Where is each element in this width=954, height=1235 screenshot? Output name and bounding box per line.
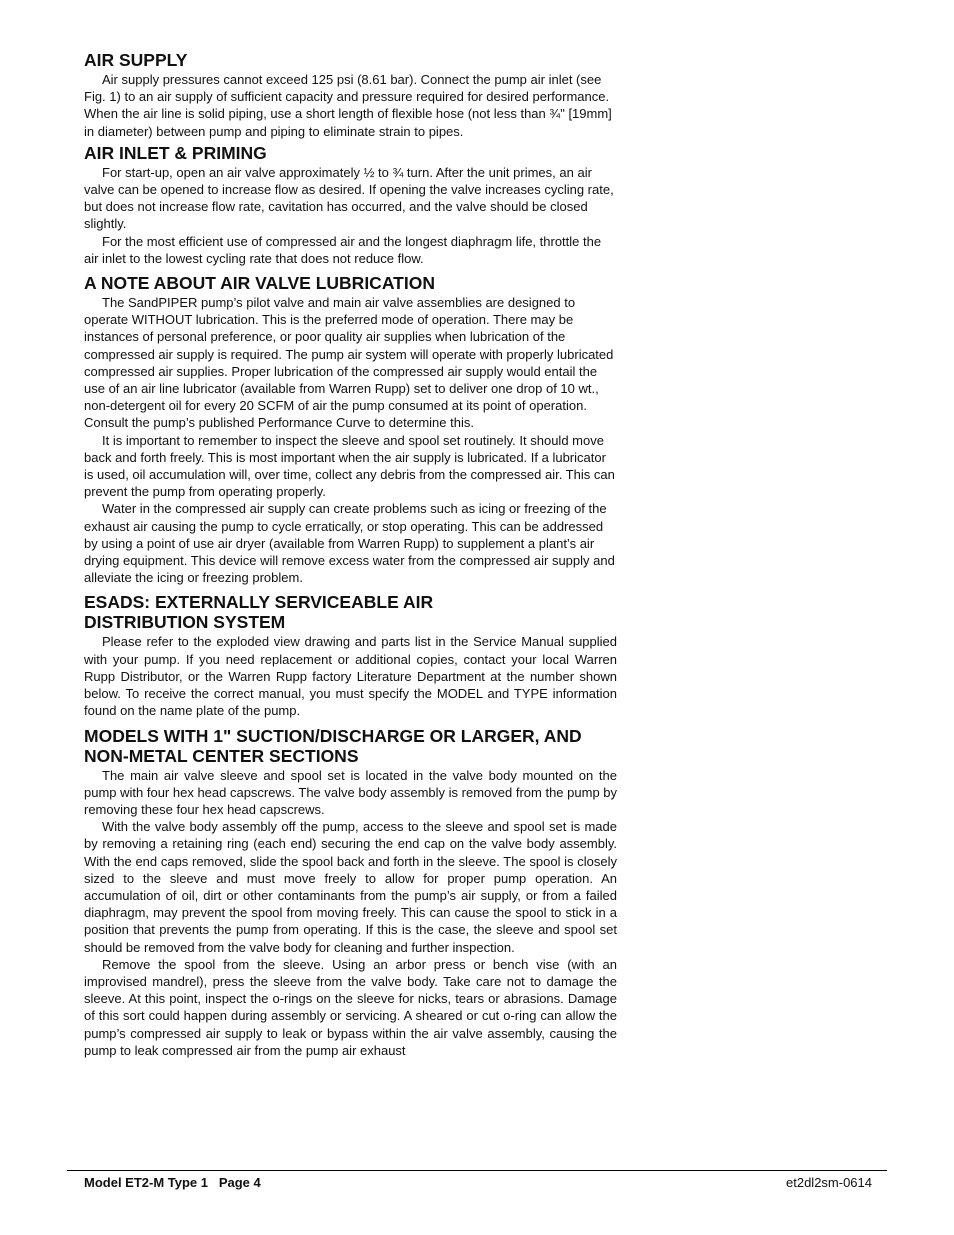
- heading-air-inlet-priming: AIR INLET & PRIMING: [84, 142, 267, 163]
- paragraph: Water in the compressed air supply can create problems such as icing or freezing of the exhaust air causing the pump to cycle erratically, or stop operating. This can be addressed by using a point of use air dryer (available from Warren Rupp) to supplement a plant’s air drying equipment. This device will remove excess water from the compressed air supply and alleviate the icing or freezing problem.: [84, 501, 615, 586]
- paragraph: It is important to remember to inspect the sleeve and spool set routinely. It should move back and forth freely. This is most important when the air supply is lubricated. If a lubricator is used, oil accumulation will, over time, collect any debris from the compressed air. This can prevent the pump from operating properly.: [84, 432, 615, 500]
- paragraph: The main air valve sleeve and spool set is located in the valve body mounted on the pump with four hex head capscrews. The valve body assembly is removed from the pump by removing these four hex head capscrews.: [84, 767, 618, 817]
- paragraph: Remove the spool from the sleeve. Using an arbor press or bench vise (with an improvised mandrel), press the sleeve from the valve body. Take care not to damage the sleeve. At this point, inspect the o-rings on the sleeve for nicks, tears or abrasions. Damage of this sort could happen during assembly or servicing. A sheared or cut o-ring can allow the pump’s compressed air supply to leak or bypass within the air valve assembly, causing the pump to leak compressed air from the pump air exhaust: [84, 956, 617, 1058]
- heading-air-valve-lubrication: A NOTE ABOUT AIR VALVE LUBRICATION: [84, 273, 435, 294]
- heading-models-1inch: MODELS WITH 1" SUCTION/DISCHARGE OR LARGER, AND NON-METAL CENTER SECTIONS: [84, 725, 582, 766]
- page-body: [84, 50, 617, 1059]
- footer-divider: [67, 1170, 887, 1171]
- paragraph: With the valve body assembly off the pump, access to the sleeve and spool set is made by removing a retaining ring (each end) securing the end cap on the valve body assembly. With the end caps removed, slide the spool back and forth in the sleeve. The spool is closely sized to the sleeve and must move freely to allow for proper pump operation. An accumulation of oil, dirt or other contaminants from the pump’s air supply, or from a failed diaphragm, may prevent the spool from moving freely. This can cause the spool to stick in a position that prevents the pump from operating. If this is the case, the sleeve and spool set should be removed from the valve body for cleaning and further inspection.: [84, 819, 617, 955]
- paragraph: For start-up, open an air valve approximately ½ to ¾ turn. After the unit primes, an air valve can be opened to increase flow as desired. If opening the valve increases cycling rate, but does not increase flow rate, cavitation has occurred, and the valve should be closed slightly.: [84, 164, 614, 232]
- heading-esads: ESADS: EXTERNALLY SERVICEABLE AIR DISTRIBUTION SYSTEM: [84, 592, 434, 633]
- paragraph: Air supply pressures cannot exceed 125 psi (8.61 bar). Connect the pump air inlet (see Fig. 1) to an air supply of sufficient capacity and pressure required for desired performance. When the air line is solid piping, use a short length of flexible hose (not less than ¾" [19mm] in diameter) between pump and piping to eliminate strain to pipes.: [84, 72, 612, 139]
- footer-doc-code: et2dl2sm-0614: [786, 1175, 872, 1190]
- paragraph: The SandPIPER pump’s pilot valve and main air valve assemblies are designed to operate WITHOUT lubrication. This is the preferred mode of operation. There may be instances of personal preference, or poor quality air supplies when lubrication of the compressed air supply is required. The pump air system will operate with properly lubricated compressed air supplies. Proper lubrication of the compressed air supply would entail the use of an air line lubricator (available from Warren Rupp) set to deliver one drop of 10 wt., non-detergent oil for every 20 SCFM of air the pump consumed at its point of operation. Consult the pump’s published Performance Curve to determine this.: [84, 295, 614, 431]
- paragraph: Please refer to the exploded view drawing and parts list in the Service Manual supplied with your pump. If you need replacement or additional copies, contact your local Warren Rupp Distributor, or the Warren Rupp factory Literature Department at the number shown below. To receive the correct manual, you must specify the MODEL and TYPE information found on the name plate of the pump.: [84, 634, 617, 719]
- heading-air-supply: AIR SUPPLY: [84, 50, 188, 70]
- paragraph: For the most efficient use of compressed air and the longest diaphragm life, throttle the air inlet to the lowest cycling rate that does not reduce flow.: [84, 233, 602, 266]
- footer-model-page: Model ET2-M Type 1 Page 4: [84, 1175, 261, 1190]
